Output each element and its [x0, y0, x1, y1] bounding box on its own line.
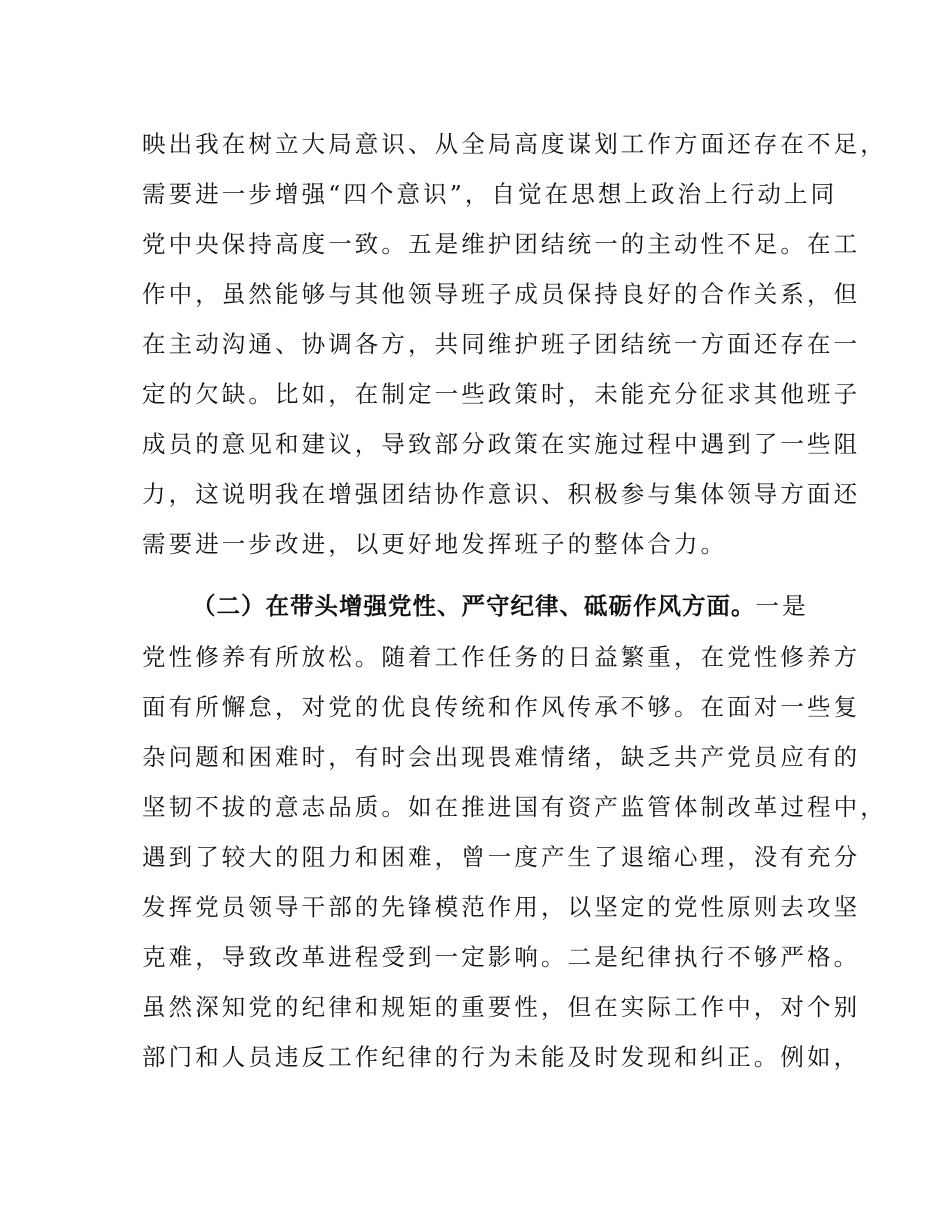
paragraph-1-line-7: 成员的意见和建议，导致部分政策在实施过程中遇到了一些阻: [142, 430, 861, 458]
paragraph-1-line-5: 在主动沟通、协调各方，共同维护班子团结统一方面还存在一: [142, 330, 861, 358]
paragraph-2-line-6: 遇到了较大的阻力和困难，曾一度产生了退缩心理，没有充分: [142, 843, 861, 871]
section-first-line-tail: 一是: [755, 592, 809, 620]
paragraph-1-line-3: 党中央保持高度一致。五是维护团结统一的主动性不足。在工: [142, 230, 861, 258]
paragraph-2-line-2: 党性修养有所放松。随着工作任务的日益繁重，在党性修养方: [142, 643, 861, 671]
paragraph-2-line-9: 虽然深知党的纪律和规矩的重要性，但在实际工作中，对个别: [142, 993, 861, 1021]
paragraph-2-line-10: 部门和人员违反工作纪律的行为未能及时发现和纠正。例如，: [142, 1043, 861, 1071]
section-heading: （二）在带头增强党性、严守纪律、砥砺作风方面。: [192, 592, 756, 620]
paragraph-1-line-1: 映出我在树立大局意识、从全局高度谋划工作方面还存在不足，: [142, 130, 887, 158]
paragraph-1-line-9: 需要进一步改进，以更好地发挥班子的整体合力。: [142, 530, 728, 558]
paragraph-1-line-2: 需要进一步增强“四个意识”，自觉在思想上政治上行动上同: [142, 180, 838, 208]
paragraph-1-line-6: 定的欠缺。比如，在制定一些政策时，未能充分征求其他班子: [142, 380, 861, 408]
paragraph-2-line-4: 杂问题和困难时，有时会出现畏难情绪，缺乏共产党员应有的: [142, 743, 861, 771]
paragraph-2-line-5: 坚韧不拔的意志品质。如在推进国有资产监管体制改革过程中，: [142, 793, 887, 821]
paragraph-1-line-4: 作中，虽然能够与其他领导班子成员保持良好的合作关系，但: [142, 280, 861, 308]
paragraph-2-line-3: 面有所懈怠，对党的优良传统和作风传承不够。在面对一些复: [142, 693, 861, 721]
paragraph-2-first-line: [192, 591, 872, 621]
paragraph-1-line-8: 力，这说明我在增强团结协作意识、积极参与集体领导方面还: [142, 480, 861, 508]
paragraph-2-line-7: 发挥党员领导干部的先锋模范作用，以坚定的党性原则去攻坚: [142, 893, 861, 921]
paragraph-2-line-8: 克难，导致改革进程受到一定影响。二是纪律执行不够严格。: [142, 943, 861, 971]
